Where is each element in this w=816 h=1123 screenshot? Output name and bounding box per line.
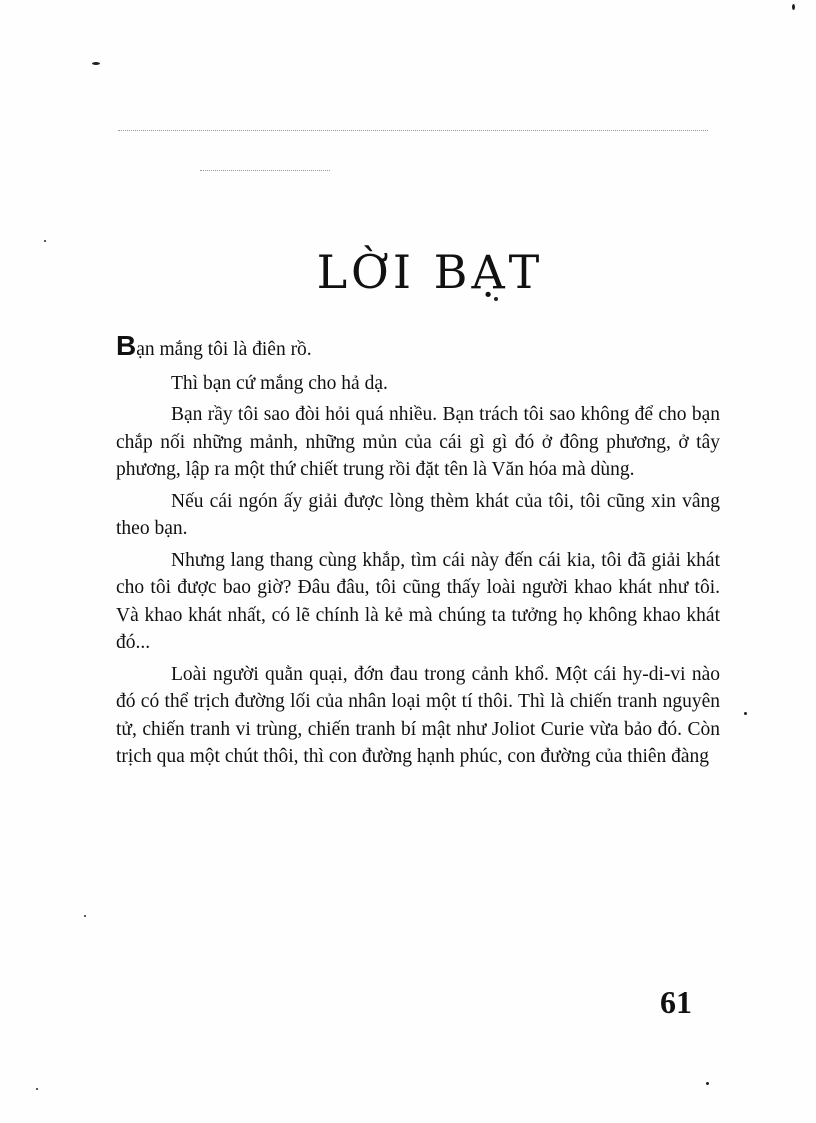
paragraph: Bạn rầy tôi sao đòi hỏi quá nhiều. Bạn trách tôi sao không để cho bạn chắp nối những mảnh, những mủn của cái gì gì đó ở đông phương, ở tây phương, lập ra một thứ chiết trung rồi đặt tên là Văn hóa mà dùng. — [116, 404, 720, 480]
drop-cap: B — [116, 330, 137, 361]
scan-noise — [200, 170, 330, 172]
scan-noise — [118, 130, 708, 132]
paragraph: Nếu cái ngón ấy giải được lòng thèm khát của tôi, tôi cũng xin vâng theo bạn. — [116, 490, 720, 539]
page-title: LỜI BẠT — [316, 245, 544, 299]
body-text — [116, 330, 720, 775]
scan-speck — [706, 1082, 709, 1085]
paragraph — [116, 330, 720, 364]
scan-speck — [44, 240, 46, 242]
paragraph: Nhưng lang thang cùng khắp, tìm cái này đến cái kia, tôi đã giải khát cho tôi được bao giờ? Đâu đâu, tôi cũng thấy loài người khao khát như tôi. Và khao khát nhất, có lẽ chính là kẻ mà chúng ta tưởng họ không khao khát đó... — [116, 549, 720, 653]
scan-speck — [92, 62, 100, 65]
paragraph: Loài người quằn quại, đớn đau trong cảnh khổ. Một cái hy-di-vi nào đó có thể trịch đường lối của nhân loại một tí thôi. Thì là chiến tranh nguyên tử, chiến tranh vi trùng, chiến tranh bí mật như Joliot Curie vừa bảo đó. Còn trịch qua một chút thôi, thì con đường hạnh phúc, con đường của thiên đàng — [116, 663, 720, 767]
scan-speck — [744, 712, 747, 715]
scan-speck — [36, 1088, 38, 1090]
paragraph-text: ạn mắng tôi là điên rồ. — [136, 339, 312, 360]
scan-speck — [84, 915, 86, 917]
page-number: 61 — [660, 984, 692, 1020]
scan-speck — [792, 4, 795, 10]
paragraph: Thì bạn cứ mắng cho hả dạ. — [171, 372, 388, 394]
